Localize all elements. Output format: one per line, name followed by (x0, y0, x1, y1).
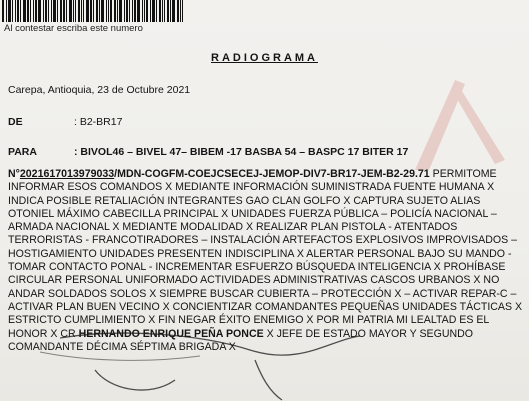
reference-code: /MDN-COGFM-COEJCSECEJ-JEMOP-DIV7-BR17-JEM-B2-29.71 (114, 168, 430, 180)
reference-id: 2021617013979033 (19, 168, 115, 180)
to-value: : BIVOL46 – BIVEL 47– BIBEM -17 BASBA 54 – BASPC 17 BITER 17 (74, 146, 409, 158)
reference-number (8, 168, 430, 180)
message-closing: X JEFE DE ESTADO MAYOR Y SEGUNDO COMANDANTE DÉCIMA SÉPTIMA BRIGADA X (8, 327, 474, 353)
barcode (2, 0, 188, 22)
place-date: Carepa, Antioquia, 23 de Octubre 2021 (8, 84, 191, 96)
message-body (8, 168, 524, 354)
watermark-mark (395, 70, 515, 180)
signatory-name: HERNANDO ENRIQUE PEÑA PONCE (78, 327, 264, 340)
document-title: RADIOGRAMA (211, 52, 318, 64)
to-label: PARA (8, 146, 37, 158)
reference-prefix: N° (8, 168, 20, 180)
message-text: PERMITOME INFORMAR ESOS COMANDOS X MEDIANTE INFORMACIÓN SUMINISTRADA FUENTE HUMANA X INDICA POSIBLE RETALIACIÓN INTEGRANTES GAO CLAN GOLFO X CAPTURA SUJETO ALIAS OTONIEL MÁXIMO CABECILLA PRINCIPAL X UNIDADES FUERZA PÚBLICA – POLICÍA NACIONAL – ARMADA NACIONAL X MEDIANTE MODALIDAD X REALIZAR PLAN PISTOLA - ATENTADOS TERRORISTAS - FRANCOTIRADORES – INSTALACIÓN ARTEFACTOS EXPLOSIVOS IMPROVISADOS – HOSTIGAMIENTO UNIDADES PRESENTEN INDISCIPLINA X ALERTAR PERSONAL BAJO SU MANDO - TOMAR CONTACTO PONAL - INCREMENTAR ESFUERZO BÚSQUEDA INTELIGENCIA X PROHÍBASE CIRCULAR PERSONAL UNIFORMADO ACTIVIDADES ADMINISTRATIVAS CASCOS URBANOS X NO ANDAR SOLDADOS SOLOS X SIEMPRE BUSCAR CUBIERTA – PROTECCIÓN X – ACTIVAR REPAR-C – ACTIVAR PLAN BUEN VECINO X CONCIENTIZAR COMANDANTES PEQUEÑAS UNIDADES TÁCTICAS X ESTRICTO CUMPLIMIENTO X FIN NEGAR ÉXITO ENEMIGO X POR MI PATRIA MI LEALTAD ES EL HONOR X CR (8, 168, 523, 340)
barcode-caption: Al contestar escriba este numero (4, 23, 143, 34)
from-label: DE (8, 116, 23, 128)
from-value: : B2-BR17 (74, 116, 123, 128)
